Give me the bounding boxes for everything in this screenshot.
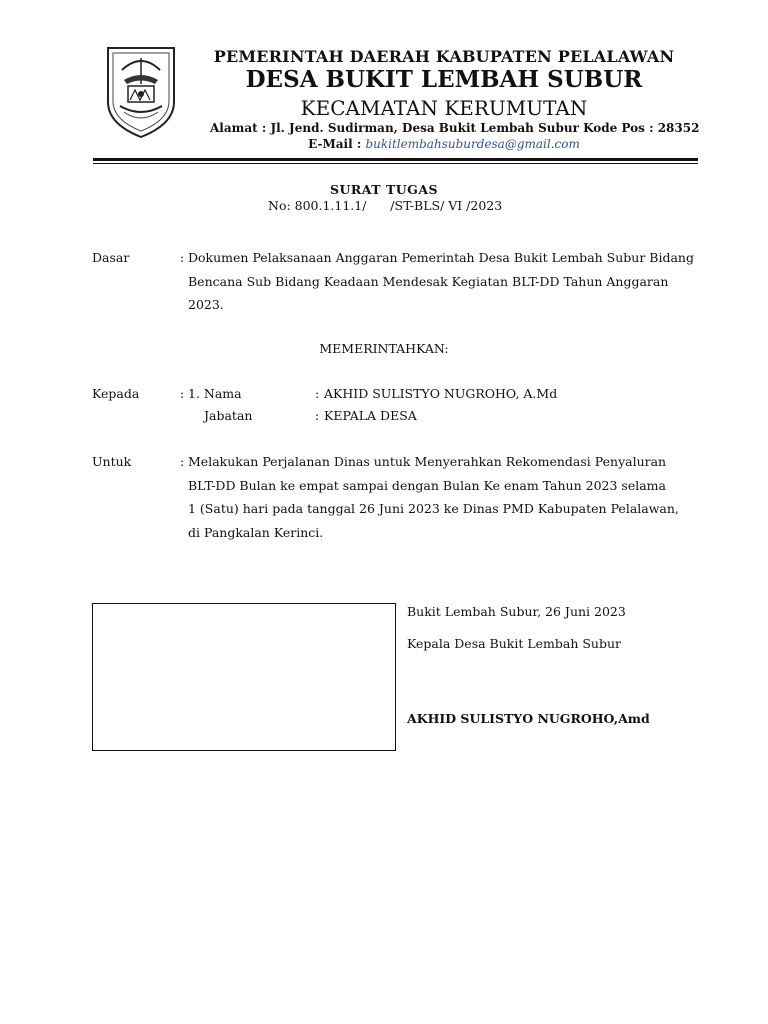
kepada-colon: : — [180, 386, 185, 401]
dasar-line: Bencana Sub Bidang Keadaan Mendesak Kegiatan BLT-DD Tahun Anggaran — [188, 273, 669, 289]
dasar-text — [188, 246, 694, 317]
untuk-text — [188, 450, 679, 544]
district-heading: KECAMATAN KERUMUTAN — [300, 96, 588, 120]
header-rule-thick — [93, 158, 698, 161]
letter-number: No: 800.1.11.1/ /ST-BLS/ VI /2023 — [268, 198, 503, 213]
regency-emblem-icon — [102, 44, 180, 140]
nama-value: AKHID SULISTYO NUGROHO, A.Md — [324, 386, 558, 401]
header-rule-thin — [93, 163, 698, 164]
kepada-label: Kepada — [92, 386, 140, 401]
jabatan-value: KEPALA DESA — [324, 408, 417, 423]
untuk-line: BLT-DD Bulan ke empat sampai dengan Bulan Ke enam Tahun 2023 selama — [188, 477, 666, 493]
email-address: bukitlembahsuburdesa@gmail.com — [365, 137, 580, 151]
email-label: E-Mail : — [308, 137, 362, 151]
address-line: Alamat : Jl. Jend. Sudirman, Desa Bukit Lembah Subur Kode Pos : 28352 — [210, 121, 700, 135]
signer-title: Kepala Desa Bukit Lembah Subur — [407, 636, 622, 651]
village-heading: DESA BUKIT LEMBAH SUBUR — [245, 66, 643, 93]
email-line — [210, 137, 678, 151]
jabatan-label: Jabatan — [204, 408, 253, 423]
command-heading: MEMERINTAHKAN: — [319, 341, 449, 356]
untuk-line: di Pangkalan Kerinci. — [188, 524, 324, 540]
untuk-colon: : — [180, 454, 185, 469]
untuk-label: Untuk — [92, 454, 132, 469]
dasar-line: Dokumen Pelaksanaan Anggaran Pemerintah Desa Bukit Lembah Subur Bidang — [188, 250, 694, 265]
dasar-line: 2023. — [188, 297, 224, 312]
signer-name: AKHID SULISTYO NUGROHO,Amd — [407, 711, 650, 726]
untuk-line: Melakukan Perjalanan Dinas untuk Menyerahkan Rekomendasi Penyaluran — [188, 454, 667, 469]
place-date: Bukit Lembah Subur, 26 Juni 2023 — [407, 604, 626, 619]
dasar-label: Dasar — [92, 250, 130, 265]
government-heading: PEMERINTAH DAERAH KABUPATEN PELALAWAN — [213, 47, 675, 66]
signature-box — [92, 603, 396, 751]
untuk-line: 1 (Satu) hari pada tanggal 26 Juni 2023 ke Dinas PMD Kabupaten Pelalawan, — [188, 501, 679, 516]
nama-label: 1. Nama — [188, 386, 242, 401]
nama-colon: : — [315, 386, 320, 401]
jabatan-colon: : — [315, 408, 320, 423]
dasar-colon: : — [180, 250, 185, 265]
letter-title: SURAT TUGAS — [329, 182, 439, 197]
